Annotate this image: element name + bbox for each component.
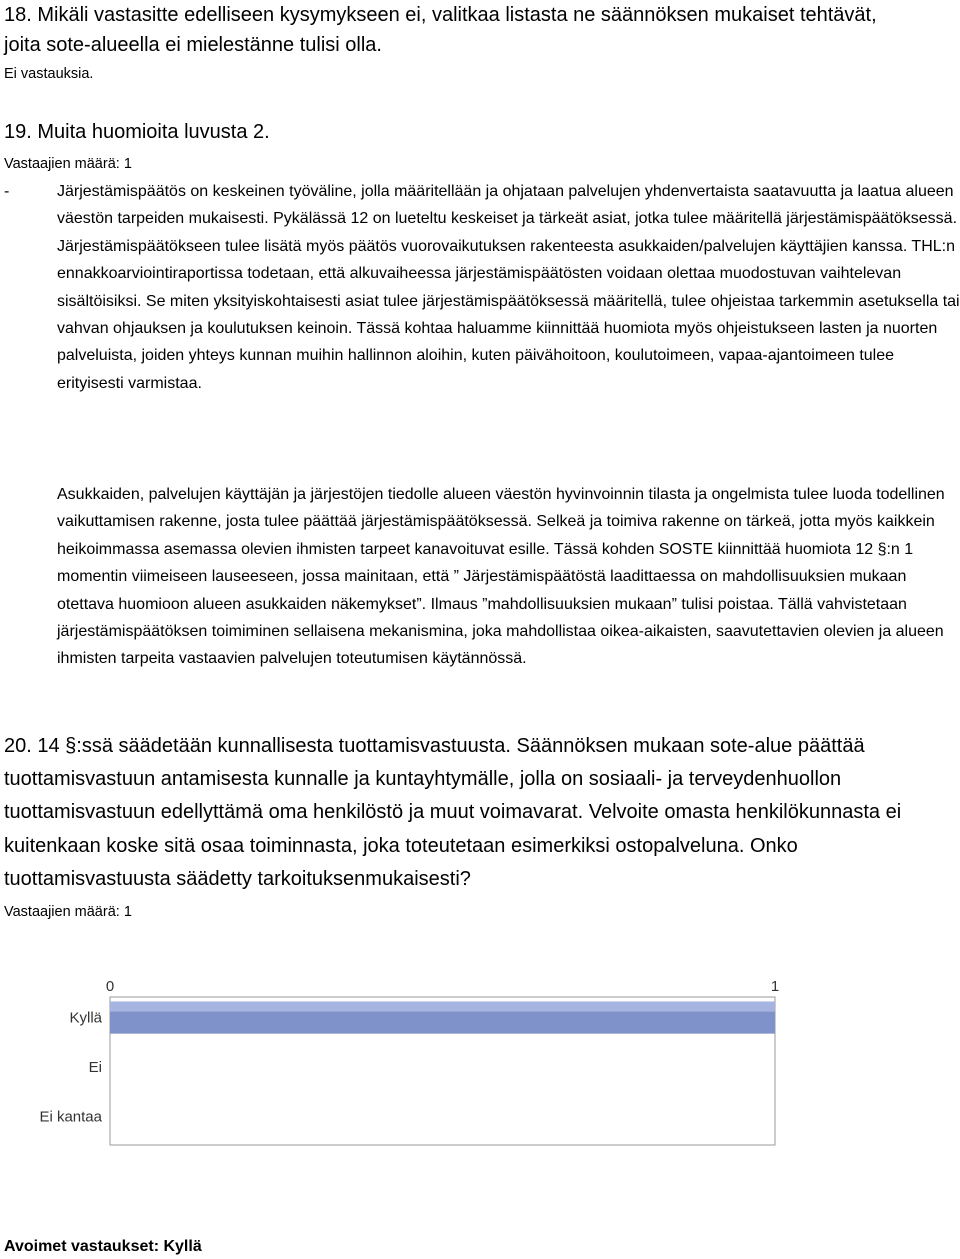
- answer-bullet-dash: -: [4, 183, 10, 200]
- open-answers-label: Avoimet vastaukset: Kyllä: [4, 1238, 202, 1255]
- x-tick-label-0: 0: [105, 978, 115, 995]
- q19-title: 19. Muita huomioita luvusta 2.: [4, 121, 270, 143]
- q19-answer-paragraph-2: Asukkaiden, palvelujen käyttäjän ja järjestöjen tiedolle alueen väestön hyvinvoinnin tilasta ja ongelmista tulee luoda todellinen vaikuttamisen rakenne, josta tulee päättää järjestämispäätöksessä. Selkeä ja toimiva rakenne on tärkeä, jotta myös kaikkein heikoimmassa asemassa olevien ihmisten tarpeet kanavoituvat esille. Tässä kohden SOSTE kiinnittää huomiota 12 §:n 1 momentin viimeiseen lauseeseen, jossa mainitaan, että ” Järjestämispäätöstä laadittaessa on mahdollisuuksien mukaan otettava huomioon alueen asukkaiden näkemykset”. Ilmaus ”mahdollisuuksien mukaan” tulisi poistaa. Tällä vahvistetaan järjestämispäätöksen toimiminen sellaisena mekanismina, joka mahdollistaa oikea-aikaisten, saavutettavien olevien ja alueen ihmisten tarpeita vastaavien palvelujen toteutumisen käytännössä.: [57, 486, 945, 668]
- category-label-0: Kyllä: [69, 1009, 102, 1027]
- q19-answer-paragraph-1: Järjestämispäätös on keskeinen työväline, jolla määritellään ja ohjataan palvelujen yhdenvertaista saatavuutta ja laatua alueen väestön tarpeiden mukaisesti. Pykälässä 12 on lueteltu keskeiset ja tärkeät asiat, jotka tulee määritellä järjestämispäätöksessä. Järjestämispäätökseen tulee lisätä myös päätös vuorovaikutuksen rakenteesta asukkaiden/palvelujen käyttäjien kanssa. THL:n ennakkoarviointiraportissa todetaan, että alkuvaiheessa järjestämispäätösten voidaan olettaa muodostuvan vaihtelevan sisältöisiksi. Se miten yksityiskohtaisesti asiat tulee järjestämispäätöksessä määritellä, tulee ohjeistaa tarkemmin asetuksella tai vahvan ohjauksen ja koulutuksen keinoin. Tässä kohtaa haluamme kiinnittää huomiota myös ohjeistukseen lasten ja nuorten palveluista, joiden yhteys kunnan muihin hallinnon aloihin, kuten päivähoitoon, koulutoimeen, vapaa-ajantoimeen tulee erityisesti varmistaa.: [57, 183, 960, 392]
- q20-respondents: Vastaajien määrä: 1: [4, 904, 132, 920]
- q18-no-answers: Ei vastauksia.: [4, 66, 94, 82]
- q20-answer-bar-chart: [0, 975, 960, 1175]
- q20-title: 20. 14 §:ssä säädetään kunnallisesta tuottamisvastuusta. Säännöksen mukaan sote-alue päättää tuottamisvastuun antamisesta kunnalle ja kuntayhtymälle, jolla on sosiaali- ja terveydenhuollon tuottamisvastuun edellyttämä oma henkilöstö ja muut voimavarat. Velvoite omasta henkilökunnasta ei kuitenkaan koske sitä osaa toiminnasta, joka toteutetaan esimerkiksi ostopalveluna. Onko tuottamisvastuusta säädetty tarkoituksenmukaisesti?: [4, 735, 902, 890]
- category-label-2: Ei kantaa: [39, 1108, 102, 1126]
- q18-title: 18. Mikäli vastasitte edelliseen kysymykseen ei, valitkaa listasta ne säännöksen mukaiset tehtävät, joita sote-alueella ei mielestänne tulisi olla.: [4, 4, 877, 56]
- bar-highlight-0: [110, 1002, 775, 1012]
- category-label-1: Ei: [88, 1059, 102, 1076]
- q19-respondents: Vastaajien määrä: 1: [4, 156, 132, 172]
- x-tick-label-1: 1: [770, 978, 780, 995]
